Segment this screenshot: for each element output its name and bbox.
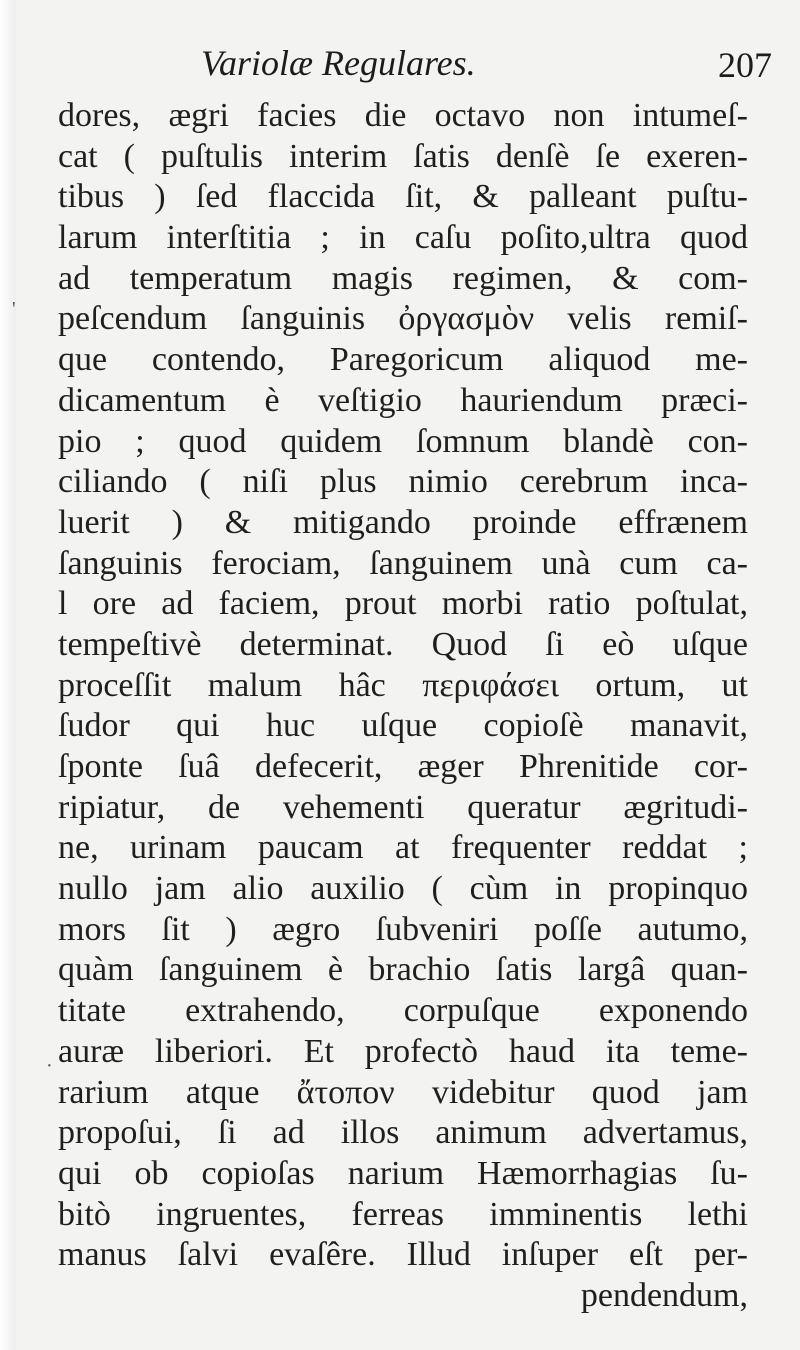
text-line: larum interſtitia ; in caſu poſito,ultra quod bbox=[58, 219, 748, 257]
text-line: tempeſtivè determinat. Quod ſi eò uſque bbox=[58, 625, 748, 663]
text-line: ne, urinam paucam at frequenter reddat ; bbox=[58, 829, 748, 867]
text-line: mors ſit ) ægro ſubveniri poſſe autumo, bbox=[58, 910, 748, 948]
text-line: ſanguinis ferociam, ſanguinem unà cum ca- bbox=[58, 544, 748, 582]
text-line: peſcendum ſanguinis ὀργασμὸν velis remiſ- bbox=[58, 300, 748, 338]
text-line: bitò ingruentes, ferreas imminentis lethi bbox=[58, 1195, 748, 1233]
body-text bbox=[58, 96, 748, 1317]
text-line: ad temperatum magis regimen, & com- bbox=[58, 259, 748, 297]
text-line: ripiatur, de vehementi queratur ægritudi- bbox=[58, 788, 748, 826]
text-line: dicamentum è veſtigio hauriendum præci- bbox=[58, 381, 748, 419]
margin-mark: ' bbox=[12, 298, 16, 320]
page-number: 207 bbox=[718, 45, 772, 85]
book-page bbox=[12, 0, 800, 1350]
text-line: dores, ægri facies die octavo non intumeſ- bbox=[58, 97, 748, 134]
text-line: cat ( puſtulis interim ſatis denſè ſe exeren- bbox=[58, 137, 748, 175]
text-line: nullo jam alio auxilio ( cùm in propinquo bbox=[58, 870, 748, 908]
text-line: proceſſit malum hâc περιφάσει ortum, ut bbox=[58, 666, 748, 704]
running-head: Variolæ Regulares. bbox=[201, 43, 476, 83]
margin-mark: · bbox=[46, 1055, 53, 1077]
text-line: auræ liberiori. Et profectò haud ita teme- bbox=[58, 1032, 748, 1070]
text-line: titate extrahendo, corpuſque exponendo bbox=[58, 992, 748, 1030]
text-line: manus ſalvi evaſêre. Illud inſuper eſt per- bbox=[58, 1236, 748, 1274]
text-line: pio ; quod quidem ſomnum blandè con- bbox=[58, 422, 748, 460]
page-gutter bbox=[0, 0, 16, 1350]
text-line: rarium atque ἄτοπον videbitur quod jam bbox=[58, 1073, 748, 1111]
text-line: tibus ) ſed flaccida ſit, & palleant puſtu- bbox=[58, 178, 748, 216]
text-line: ſponte ſuâ defecerit, æger Phrenitide cor- bbox=[58, 748, 748, 785]
page-header bbox=[16, 34, 800, 94]
text-line: ciliando ( niſi plus nimio cerebrum inca- bbox=[58, 463, 748, 501]
text-line: quàm ſanguinem è brachio ſatis largâ quan- bbox=[58, 951, 748, 989]
text-line: ſudor qui huc uſque copioſè manavit, bbox=[58, 707, 748, 745]
text-line: luerit ) & mitigando proinde effrænem bbox=[58, 503, 748, 541]
text-line: l ore ad faciem, prout morbi ratio poſtulat, bbox=[58, 585, 748, 623]
catchword: pendendum, bbox=[580, 1276, 748, 1314]
text-line: qui ob copioſas narium Hæmorrhagias ſu- bbox=[58, 1154, 748, 1192]
text-line: que contendo, Paregoricum aliquod me- bbox=[58, 341, 748, 379]
text-line: propoſui, ſi ad illos animum advertamus, bbox=[58, 1114, 748, 1152]
